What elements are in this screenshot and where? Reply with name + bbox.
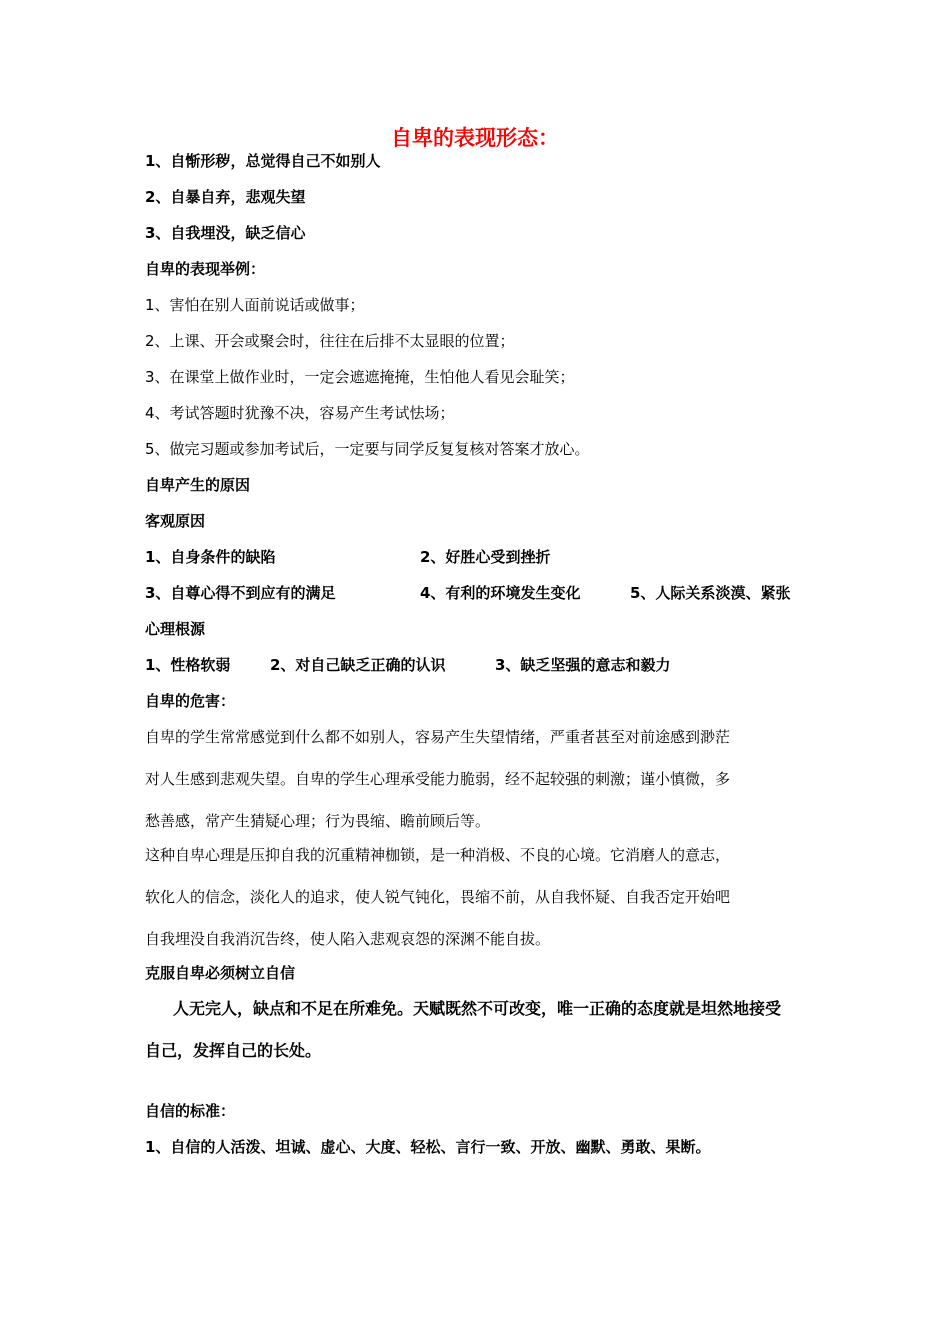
objective-item-1: 1、自身条件的缺陷 [145, 548, 276, 566]
example-item-3: 3、在课堂上做作业时，一定会遮遮掩掩，生怕他人看见会耻笑； [145, 368, 575, 386]
objective-heading: 客观原因 [145, 512, 206, 530]
example-item-1: 1、害怕在别人面前说话或做事； [145, 296, 365, 314]
objective-item-5: 5、人际关系淡漠、紧张 [630, 584, 791, 602]
form-item-1: 1、自惭形秽，总觉得自己不如别人 [145, 152, 381, 170]
harm-line-2: 对人生感到悲观失望。自卑的学生心理承受能力脆弱，经不起较强的刺激；谨小慎微，多 [145, 770, 731, 788]
example-item-4: 4、考试答题时犹豫不决，容易产生考试怯场； [145, 404, 455, 422]
psych-heading: 心理根源 [145, 620, 206, 638]
harm-line-4: 这种自卑心理是压抑自我的沉重精神枷锁，是一种消极、不良的心境。它消磨人的意志， [145, 846, 731, 864]
psych-row [145, 654, 815, 676]
objective-item-3: 3、自尊心得不到应有的满足 [145, 584, 336, 602]
harm-line-5: 软化人的信念，淡化人的追求，使人锐气钝化，畏缩不前，从自我怀疑、自我否定开始吧 [145, 888, 731, 906]
overcome-line-1: 人无完人，缺点和不足在所难免。天赋既然不可改变，唯一正确的态度就是坦然地接受 [173, 999, 782, 1018]
harm-line-1: 自卑的学生常常感觉到什么都不如别人，容易产生失望情绪，严重者甚至对前途感到渺茫 [145, 728, 731, 746]
form-item-3: 3、自我埋没，缺乏信心 [145, 224, 306, 242]
page-title: 自卑的表现形态： [391, 126, 559, 150]
overcome-line-2: 自己，发挥自己的长处。 [145, 1041, 322, 1060]
objective-item-2: 2、好胜心受到挫折 [420, 548, 551, 566]
examples-heading: 自卑的表现举例： [145, 260, 266, 278]
example-item-5: 5、做完习题或参加考试后，一定要与同学反复复核对答案才放心。 [145, 440, 590, 458]
psych-item-1: 1、性格软弱 [145, 656, 231, 674]
objective-row-1 [145, 546, 815, 568]
example-item-2: 2、上课、开会或聚会时，往往在后排不太显眼的位置； [145, 332, 515, 350]
overcome-heading: 克服自卑必须树立自信 [145, 964, 296, 982]
objective-item-4: 4、有利的环境发生变化 [420, 584, 581, 602]
harm-line-6: 自我埋没自我消沉告终，使人陷入悲观哀怨的深渊不能自拔。 [145, 930, 551, 948]
causes-heading: 自卑产生的原因 [145, 476, 251, 494]
psych-item-2: 2、对自己缺乏正确的认识 [270, 656, 446, 674]
psych-item-3: 3、缺乏坚强的意志和毅力 [495, 656, 671, 674]
harm-heading: 自卑的危害： [145, 692, 236, 710]
standard-item-1: 1、自信的人活泼、坦诚、虚心、大度、轻松、言行一致、开放、幽默、勇敢、果断。 [145, 1138, 711, 1156]
standard-heading: 自信的标准： [145, 1102, 236, 1120]
form-item-2: 2、自暴自弃，悲观失望 [145, 188, 306, 206]
harm-line-3: 愁善感，常产生猜疑心理；行为畏缩、瞻前顾后等。 [145, 812, 491, 830]
objective-row-2 [145, 582, 815, 604]
